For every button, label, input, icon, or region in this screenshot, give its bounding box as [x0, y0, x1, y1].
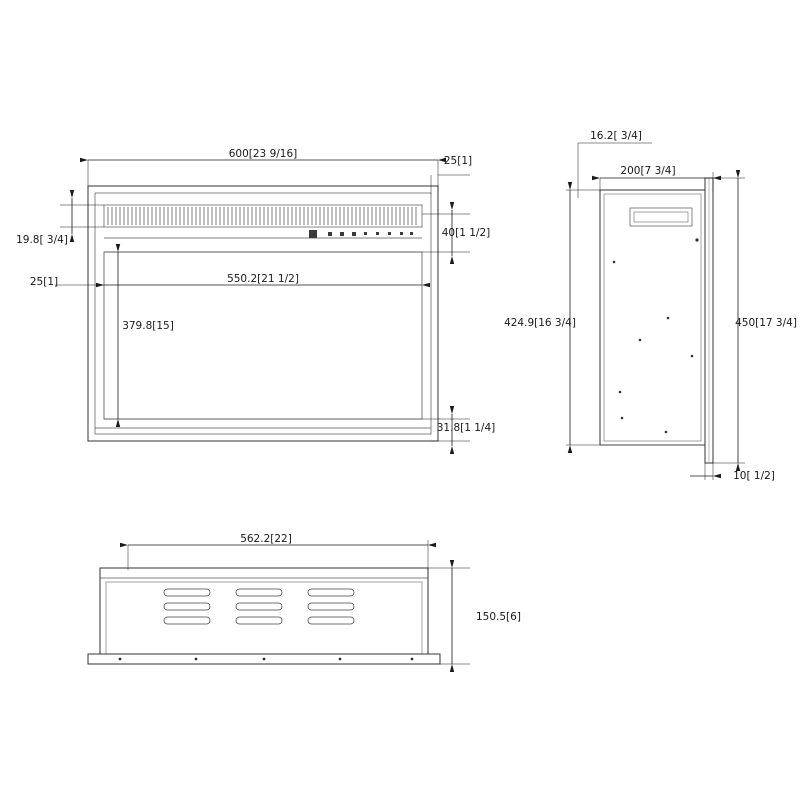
dim-side-body-depth: 200[7 3/4]: [620, 165, 676, 177]
dim-side-flange-offset: 16.2[ 3/4]: [590, 130, 642, 142]
dim-side-body-height: 424.9[16 3/4]: [504, 317, 576, 329]
side-fastener-dots: [613, 238, 699, 433]
front-louver-lines: [108, 207, 416, 225]
dim-front-bottom-strip-height: 31.8[1 1/4]: [436, 422, 496, 434]
dim-side-flange-thickness: 10[ 1/2]: [733, 470, 775, 482]
top-view: [88, 568, 440, 664]
dim-front-control-band-height: 40[1 1/2]: [441, 227, 491, 239]
dim-top-depth: 150.5[6]: [476, 611, 521, 623]
top-vent-slots: [164, 589, 354, 624]
dim-top-overall-width: 562.2[22]: [240, 533, 292, 545]
side-view: [600, 178, 713, 463]
front-view: [88, 186, 438, 441]
dim-front-left-edge-width: 25[1]: [29, 276, 59, 288]
top-view-dimensions: [128, 533, 521, 664]
dim-front-overall-width: 600[23 9/16]: [228, 148, 298, 160]
side-view-dimensions: [504, 130, 797, 482]
top-plate-fastener-dots: [119, 658, 414, 661]
control-panel-icons: [309, 230, 413, 238]
dim-side-overall-height: 450[17 3/4]: [735, 317, 797, 329]
dim-front-top-strip-height: 19.8[ 3/4]: [16, 234, 68, 246]
dim-front-glass-width: 550.2[21 1/2]: [227, 273, 299, 285]
dim-front-glass-height: 379.8[15]: [122, 320, 174, 332]
dim-front-right-edge-width: 25[1]: [443, 155, 473, 167]
